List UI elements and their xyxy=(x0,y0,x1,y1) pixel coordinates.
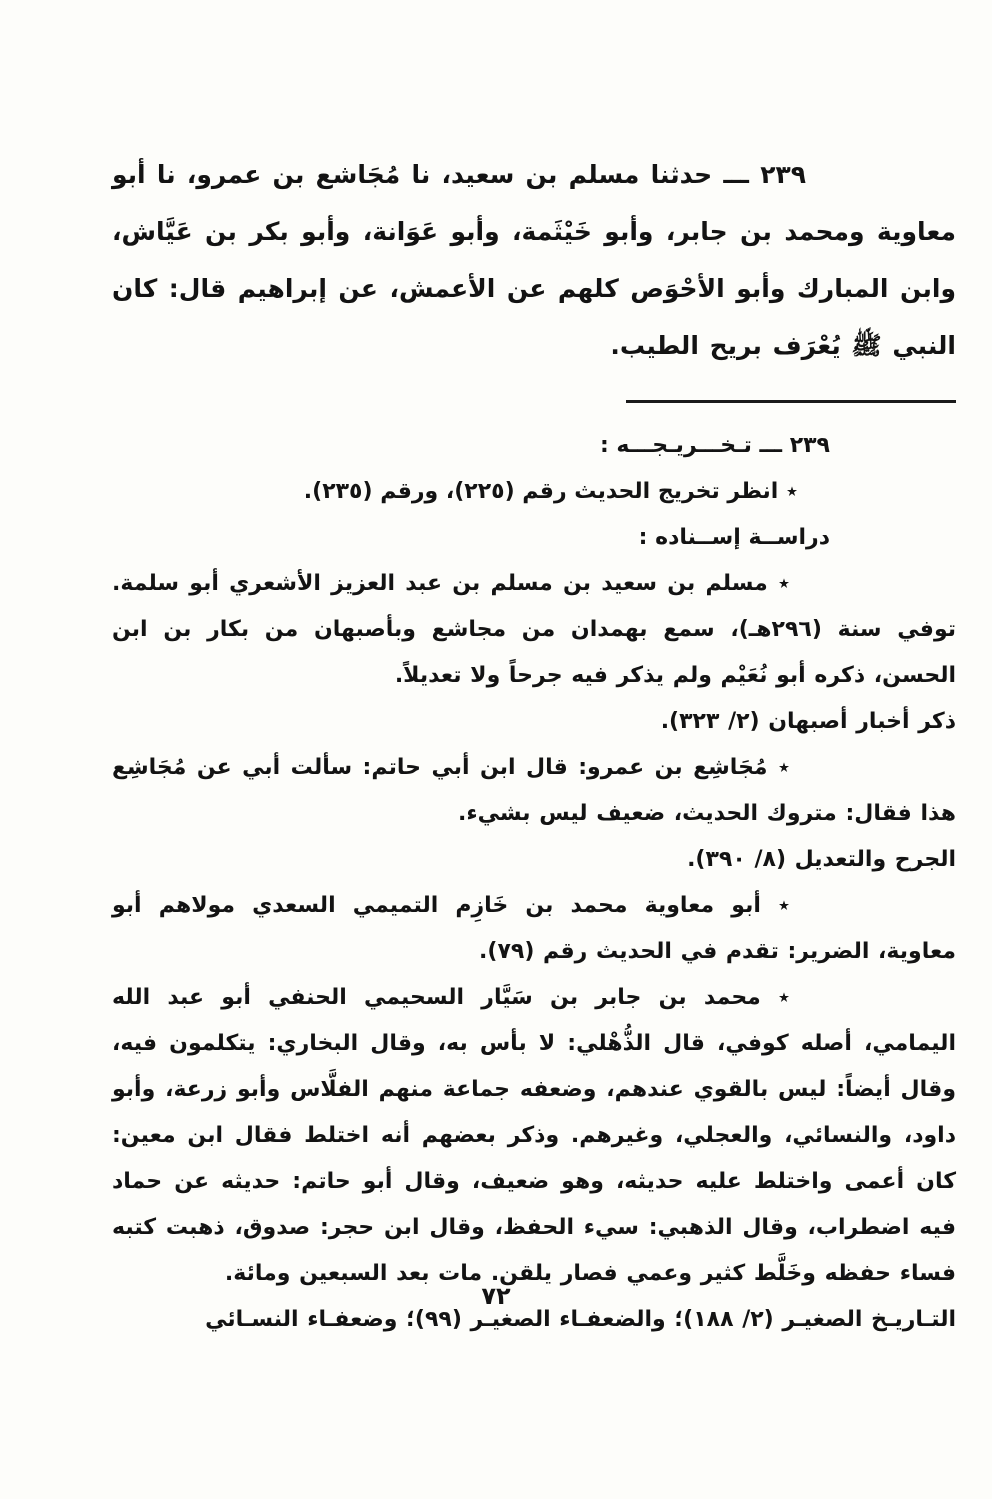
commentary-section xyxy=(112,423,956,1343)
commentary-entry: ٭ محمد بن جابر بن سَيَّار السحيمي الحنفي أبو عبد الله اليمامي، أصله كوفي، قال الذُّهْلي: لا بأس به، وقال البخاري: يتكلمون فيه، وقال أيضاً: ليس بالقوي عندهم، وضعفه جماعة منهم الفلَّاس وأبو زرعة، وأبو داود، والنسائي، والعجلي، وغيرهم. وذكر بعضهم أنه اختلط فقال ابن معين: كان أعمى واختلط عليه حديثه، وهو ضعيف، وقال أبو حاتم: حديثه عن حماد فيه اضطراب، وقال الذهبي: سيء الحفظ، وقال ابن حجر: صدوق، ذهبت كتبه فساء حفظه وخَلَّط كثير وعمي فصار يلقن. مات بعد السبعين ومائة. xyxy=(112,985,956,1286)
section-divider xyxy=(626,400,956,403)
commentary-entry: ٭ مسلم بن سعيد بن مسلم بن عبد العزيز الأشعري أبو سلمة. توفي سنة (٢٩٦هـ)، سمع بهمدان من مجاشع وبأصبهان من بكار بن ابن الحسن، ذكره أبو نُعَيْم ولم يذكر فيه جرحاً ولا تعديلاً. xyxy=(112,571,956,688)
takhrij-note: ٭ انظر تخريج الحديث رقم (٢٢٥)، ورقم (٢٣٥). xyxy=(303,479,798,504)
takhrij-heading: ٢٣٩ ـــ تـخـــريـجـــه : xyxy=(599,433,830,458)
source-reference: الجرح والتعديل (٨/ ٣٩٠). xyxy=(687,847,956,872)
commentary-entry: ٭ أبو معاوية محمد بن خَازِم التميمي السعدي مولاهم أبو معاوية، الضرير: تقدم في الحديث رقم (٧٩). xyxy=(112,893,956,964)
source-reference: ذكر أخبار أصبهان (٢/ ٣٢٣). xyxy=(660,709,956,734)
hadith-paragraph: ٢٣٩ ـــ حدثنا مسلم بن سعيد، نا مُجَاشع بن عمرو، نا أبو معاوية ومحمد بن جابر، وأبو خَيْثَمة، وأبو عَوَانة، وأبو بكر بن عَيَّاش، وابن المبارك وأبو الأحْوَص كلهم عن الأعمش، عن إبراهيم قال: كان النبي ﷺ يُعْرَف بريح الطيب. xyxy=(112,160,956,360)
hadith-section xyxy=(112,146,956,374)
isnad-heading: دراســة إســناده : xyxy=(638,525,830,550)
page-number: ٧٢ xyxy=(481,1282,511,1310)
source-reference: التـاريـخ الصغيـر (٢/ ١٨٨)؛ والضعفـاء الصغيـر (٩٩)؛ وضعفـاء النسـائي xyxy=(205,1307,956,1332)
commentary-entry: ٭ مُجَاشِع بن عمرو: قال ابن أبي حاتم: سألت أبي عن مُجَاشِع هذا فقال: متروك الحديث، ضعيف ليس بشيء. xyxy=(112,755,956,826)
